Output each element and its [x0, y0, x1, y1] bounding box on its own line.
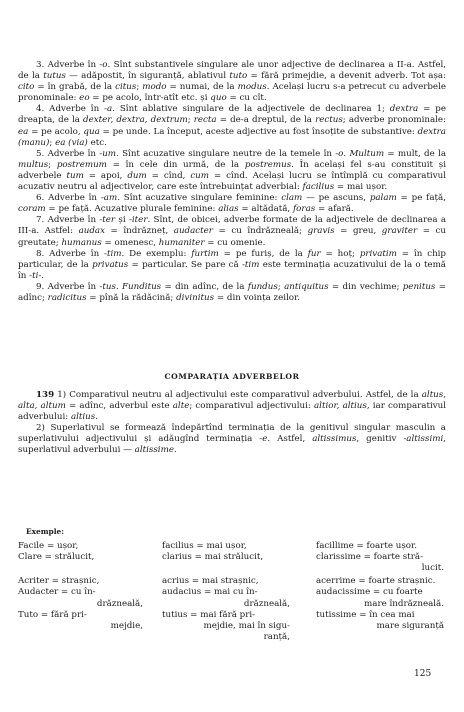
paragraph-adverbs-a: 4. Adverbe în -a. Sînt ablative singulare de la adjectivele de declinarea 1; dextra = pe dreapta, de la dexter, dextra, dextrum; recta = de-a dreptul, de la rectus; adverbe pronominale: ea = pe acolo, qua = pe unde. La început, aceste adjective au fost însoțite de substantive: dextra (manu); ea (via) etc. [18, 104, 446, 148]
example-line: tutissime = în cea mai [316, 609, 415, 620]
adverb-formation-paragraphs [18, 60, 446, 304]
example-line: Tuto = fără pri- [18, 609, 87, 620]
example-cell-c2 [162, 587, 290, 609]
example-cell-c1 [18, 552, 143, 563]
paragraph-superlative: 2) Superlativul se formează îndepărtînd terminația de la genitivul singular masculin a superlativului adjectivului și adăugînd terminația -e. Astfel, altissimus, genitiv -altissimi, superlativul adverbului — altissime. [18, 423, 446, 456]
example-line: mare îndrăzneală. [364, 598, 444, 609]
example-cell-c2 [162, 576, 290, 587]
paragraph-adverbs-tim: 8. Adverbe în -tim. De exemplu: furtim = pe furiș, de la fur = hoț; privatim = în chip particular, de la privatus = particular. Se pare că -tim este terminația acuzativului de la o temă în -ti-. [18, 248, 446, 281]
example-line: mejdie, [110, 621, 143, 631]
example-line: facillime = foarte ușor. [316, 541, 417, 551]
section-number: 139 [36, 390, 55, 400]
example-line: mare siguranță [376, 621, 444, 631]
paragraph-adverbs-tus: 9. Adverbe în -tus. Funditus = din adînc, de la fundus; antiquitus = din vechime; penitus = adînc; radicitus = pînă la rădăcină; divinitus = din voința zeilor. [18, 281, 446, 303]
example-cell-c3 [316, 587, 444, 609]
example-cell-c3 [316, 576, 444, 587]
example-line: drăzneală, [96, 598, 143, 609]
examples-label: Exemple: [26, 527, 64, 536]
example-cell-c2 [162, 552, 290, 563]
example-line: Facile = ușor, [18, 541, 79, 551]
example-line: ranță, [263, 632, 290, 643]
example-line: tutius = mai fără pri- [162, 609, 256, 620]
example-line: acrius = mai strașnic, [162, 576, 259, 587]
example-cell-c1 [18, 576, 143, 587]
example-line: audacius = mai cu în- [162, 587, 258, 598]
comparison-paragraphs [18, 390, 446, 457]
example-line: Acriter = strașnic, [18, 576, 100, 587]
example-line: lucit. [421, 563, 444, 574]
example-cell-c2 [162, 541, 290, 552]
example-cell-c3 [316, 610, 444, 632]
example-cell-c3 [316, 541, 444, 552]
example-cell-c1 [18, 587, 143, 609]
paragraph-adverbs-o: 3. Adverbe în -o. Sînt substantivele singulare ale unor adjective de declinarea a II-a. Astfel, de la tutus — adăpostit, în siguranță, ablativul tuto = fără primejdie, a devenit adverb. Tot așa: cito = în grabă, de la citus; modo = numai, de la modus. Același lucru s-a petrecut cu adverbele pronominale: eo = pe acolo, într-atît etc. și quo = cu cît. [18, 60, 447, 104]
page-number: 125 [414, 669, 432, 679]
example-line: audacissime = cu foarte [316, 587, 423, 598]
example-cell-c3 [316, 552, 444, 574]
example-line: drăzneală, [243, 598, 290, 609]
example-cell-c1 [18, 610, 143, 632]
example-line: acerrime = foarte strașnic. [316, 576, 436, 587]
paragraph-adverbs-ter: 7. Adverbe în -ter și -iter. Sînt, de obicei, adverbe formate de la adjectivele de declinarea a III-a. Astfel: audax = îndrăzneț, audacter = cu îndrăzneală; gravis = greu, graviter = cu greutate; humanus = omenesc, humaniter = cu omenie. [18, 215, 446, 248]
section-title: COMPARAȚIA ADVERBELOR [164, 372, 300, 381]
paragraph-adverbs-um: 5. Adverbe în -um. Sînt acuzative singulare neutre de la temele în -o. Multum = mult, de la multus; postremum = în cele din urmă, de la postremus. În același fel s-au constituit și adverbele tum = apoi, dum = cînd, cum = cînd. Același lucru se întîmplă cu comparativul acuzativ neutru al adjectivelor, care este întrebuințat adverbial: facilius = mai ușor. [18, 148, 447, 193]
paragraph-comparative: 139 1) Comparativul neutru al adjectivului este comparativul adverbului. Astfel, de la altus, alta, altum = adînc, adverbul este alte; comparativul adjectivului: altior, altius, iar comparativul adverbului: altius. [18, 390, 447, 423]
example-line: clarissime = foarte stră- [316, 552, 424, 563]
paragraph-adverbs-am: 6. Adverbe în -am. Sînt acuzative singulare feminine: clam — pe ascuns, palam = pe față, coram = pe față. Acuzative plurale feminine: alias = altădată, foras = afară. [18, 193, 446, 215]
example-cell-c2 [162, 610, 290, 644]
example-line: mejdie, mai în sigu- [203, 621, 290, 631]
example-line: facilius = mai ușor, [162, 541, 247, 551]
example-line: Clare = strălucit, [18, 552, 95, 563]
example-cell-c1 [18, 541, 143, 552]
example-line: Audacter = cu în- [18, 587, 96, 598]
example-line: clarius = mai strălucit, [162, 552, 264, 563]
